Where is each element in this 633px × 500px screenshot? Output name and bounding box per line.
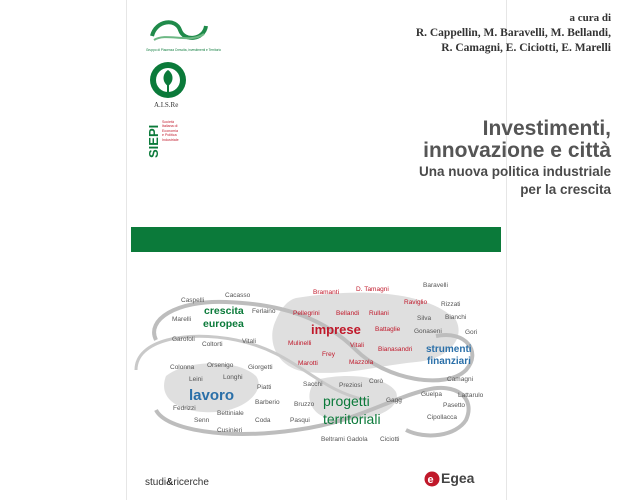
cloud-word: territoriali — [323, 411, 381, 427]
cloud-word: Longhi — [223, 374, 243, 381]
green-band — [131, 227, 501, 252]
siepi-caption-4: e Politica — [162, 133, 177, 138]
cloud-word: europea — [203, 318, 244, 330]
siepi-caption-2: Italiana di — [162, 124, 178, 129]
cloud-word: Guelpa — [421, 391, 442, 398]
cloud-word: Coda — [255, 417, 271, 424]
cloud-word: Baravelli — [423, 282, 448, 289]
cloud-word: strumenti — [426, 344, 472, 355]
cloud-word: Leini — [189, 376, 203, 383]
editors-label: a cura di — [569, 12, 611, 24]
cloud-word: Bellandi — [336, 310, 360, 317]
siepi-caption-3: Economia — [162, 128, 178, 133]
cloud-word: Raviglio — [404, 299, 428, 306]
siepi-letters: SIEPI — [146, 124, 161, 158]
cloud-word: Marelli — [172, 316, 192, 323]
cloud-word: Cipollacca — [427, 414, 457, 421]
title-line-2: innovazione e città — [423, 139, 611, 162]
cloud-word: Rizzati — [441, 301, 461, 308]
cloud-word: Bettiniale — [217, 410, 244, 417]
cloud-word: Bianchi — [445, 314, 467, 321]
cloud-word: crescita — [204, 305, 244, 317]
cloud-word: Bianasandri — [378, 346, 413, 353]
cloud-word: Barberio — [255, 399, 280, 406]
publisher-name: Egea — [441, 470, 475, 486]
cloud-word: Marotti — [298, 360, 318, 367]
cloud-word: lavoro — [189, 387, 235, 404]
cloud-word: Piatti — [257, 384, 272, 391]
cloud-word: Gonaseni — [414, 328, 442, 335]
cloud-word: Colonna — [170, 364, 195, 371]
subtitle-line-1: Una nuova politica industriale — [418, 164, 611, 179]
cloud-word: Mazzola — [349, 359, 374, 366]
title-block — [311, 118, 611, 198]
cloud-word: Senn — [194, 417, 210, 424]
siepi-caption-1: Società — [162, 120, 174, 124]
series-part-2: & — [166, 477, 174, 488]
cloud-word: Pellegrini — [293, 310, 320, 317]
cloud-word: Sacchi — [303, 381, 323, 388]
cloud-word: imprese — [311, 322, 361, 337]
cloud-word: progetti — [323, 393, 370, 409]
cloud-word: Vitali — [350, 342, 364, 349]
cloud-word: Corò — [369, 378, 384, 385]
cloud-word: Lattarulo — [458, 392, 484, 399]
cloud-word: Garofoli — [172, 336, 195, 343]
cloud-word: Ferlaino — [252, 308, 276, 315]
cloud-word: Giorgetti — [248, 364, 273, 371]
cloud-word: Pasqui — [290, 417, 310, 424]
cloud-word: Beltrami Gadola — [321, 436, 368, 443]
gruppo-piacenza-logo — [146, 14, 222, 54]
editors-line-2: R. Camagni, E. Ciciotti, E. Marelli — [441, 42, 611, 54]
cloud-word: finanziari — [427, 356, 471, 367]
cloud-word: Fedrizzi — [173, 405, 196, 412]
siepi-logo — [146, 118, 206, 160]
cloud-word: Gori — [465, 329, 478, 336]
cloud-word: Vitali — [242, 338, 256, 345]
cloud-word: Cusinieri — [217, 427, 243, 434]
editors-line-1: R. Cappellin, M. Baravelli, M. Bellandi, — [415, 27, 611, 39]
svg-text:e: e — [427, 474, 434, 486]
aisre-logo — [148, 60, 188, 110]
cloud-word: Battaglie — [375, 326, 401, 333]
egea-logo-icon — [424, 470, 440, 488]
cloud-word: Preziosi — [339, 382, 363, 389]
editors-block — [361, 11, 611, 56]
cloud-word: Pasetto — [443, 402, 466, 409]
cloud-word: Bramanti — [313, 289, 340, 296]
cloud-word: Orsenigo — [207, 362, 234, 369]
cloud-word: Coltorti — [202, 341, 223, 348]
series-name — [145, 477, 209, 488]
cloud-word: Silva — [417, 315, 432, 322]
siepi-caption-5: Industriale — [162, 137, 179, 142]
cloud-word: Caspelli — [181, 297, 205, 304]
cloud-word: D. Tamagni — [356, 286, 389, 293]
cloud-word: Cacasso — [225, 292, 251, 299]
cloud-word: Mulinelli — [288, 340, 312, 347]
subtitle-line-2: per la crescita — [520, 182, 611, 197]
title-line-1: Investimenti, — [482, 117, 611, 140]
gruppo-piacenza-caption: Gruppo di Piacenza Crescita, investimenti e Territorio — [146, 48, 222, 52]
cloud-word: Frey — [322, 351, 335, 358]
cloud-word: Ciciotti — [380, 436, 400, 443]
series-part-1: studi — [145, 477, 167, 488]
cloud-word: Rullani — [369, 310, 389, 317]
cloud-word: Camagni — [447, 376, 474, 383]
aisre-caption: A.I.S.Re — [154, 101, 179, 109]
cloud-word: Bruzzo — [294, 401, 315, 408]
cloud-word: Gagg — [386, 397, 402, 404]
series-part-3: ricerche — [173, 477, 209, 488]
